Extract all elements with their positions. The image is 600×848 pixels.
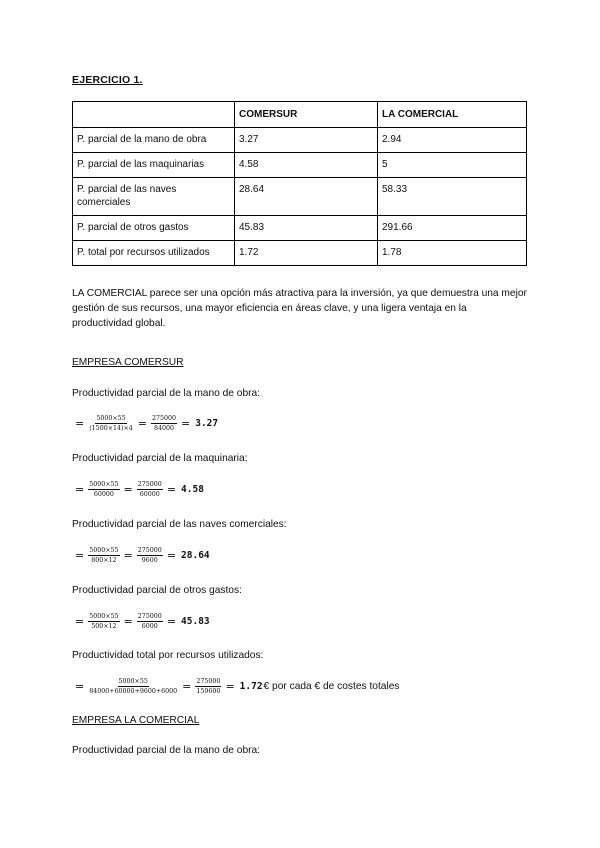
calc-result: 4.58: [181, 484, 204, 495]
table-cell: 2.94: [378, 128, 527, 153]
calc-result: 1.72: [239, 681, 263, 692]
table-row: [73, 178, 527, 216]
fraction-denominator: 60000: [139, 491, 160, 498]
calc-equation: = $\frac{5000\times 55}{800\times 12}$ = $\frac{275000}{9600}$ = 28.64: [75, 547, 210, 564]
calc-label: Productividad parcial de la mano de obra:: [72, 388, 261, 399]
calc-equation: = $\frac{5000\times 55}{84000+60000+9600+6000}$ = $\frac{275000}{159600}$ = 1.72 € por cada € de costes totales: [75, 678, 400, 695]
calc-result-unit: € por cada € de costes totales: [263, 681, 400, 692]
table-cell: 45.83: [235, 216, 378, 241]
table-cell: P. parcial de otros gastos: [73, 216, 235, 241]
table-header-row: [73, 102, 527, 128]
table-row: [73, 241, 527, 266]
fraction-numerator: 5000×55: [89, 613, 119, 620]
conclusion-paragraph: LA COMERCIAL parece ser una opción más atractiva para la inversión, ya que demuestra una mejor gestión de sus recursos, una mayor eficiencia en áreas clave, y una ligera ventaja en la productividad global.: [72, 288, 527, 329]
table-cell: 3.27: [235, 128, 378, 153]
calc-label: Productividad parcial de las naves comerciales:: [72, 519, 287, 530]
fraction-denominator: 84000+60000+9600+6000: [89, 688, 178, 695]
fraction-denominator: 800×12: [91, 557, 117, 564]
table-row: [73, 128, 527, 153]
table-cell: 291.66: [378, 216, 527, 241]
calc-result: 28.64: [181, 550, 210, 561]
fraction-denominator: 500×12: [91, 623, 117, 630]
calc-result: 45.83: [181, 616, 210, 627]
fraction-numerator: 5000×55: [96, 415, 126, 422]
table-cell: 4.58: [235, 153, 378, 178]
exercise-heading: EJERCICIO 1.: [72, 74, 143, 86]
table-cell: P. parcial de las maquinarias: [73, 153, 235, 178]
calc-equation: = $\frac{5000\times 55}{(1500\times 14)\times 4}$ = $\frac{275000}{84000}$ = 3.27: [75, 415, 219, 432]
fraction-numerator: 5000×55: [89, 481, 119, 488]
fraction-numerator: 5000×55: [118, 678, 148, 685]
calc-equation: = $\frac{5000\times 55}{60000}$ = $\frac{275000}{60000}$ = 4.58: [75, 481, 204, 498]
calc-label: Productividad parcial de otros gastos:: [72, 585, 242, 596]
table-cell: P. parcial de las naves comerciales: [73, 178, 235, 216]
section-heading-la-comercial: EMPRESA LA COMERCIAL: [72, 715, 200, 726]
calc-result: 3.27: [195, 418, 219, 429]
table-cell: 1.78: [378, 241, 527, 266]
calc-label: Productividad parcial de la mano de obra:: [72, 745, 261, 756]
table-header-cell: COMERSUR: [235, 102, 378, 128]
table-header-cell: LA COMERCIAL: [378, 102, 527, 128]
fraction-numerator: 275000: [137, 547, 162, 554]
table-row: [73, 153, 527, 178]
productivity-table: [72, 101, 527, 266]
fraction-numerator: 275000: [151, 415, 176, 422]
calc-label: Productividad parcial de la maquinaria:: [72, 453, 248, 464]
table-cell: 5: [378, 153, 527, 178]
table-cell: P. parcial de la mano de obra: [73, 128, 235, 153]
fraction-numerator: 275000: [137, 481, 162, 488]
table-cell: P. total por recursos utilizados: [73, 241, 235, 266]
fraction-denominator: 9600: [141, 557, 158, 564]
table-cell: 28.64: [235, 178, 378, 216]
fraction-denominator: 6000: [141, 623, 158, 630]
fraction-numerator: 275000: [137, 613, 162, 620]
calc-label: Productividad total por recursos utilizados:: [72, 650, 264, 661]
fraction-denominator: 84000: [153, 425, 174, 432]
calc-equation: = $\frac{5000\times 55}{500\times 12}$ = $\frac{275000}{6000}$ = 45.83: [75, 613, 210, 630]
fraction-numerator: 5000×55: [89, 547, 119, 554]
table-header-cell: [73, 102, 235, 128]
fraction-denominator: 60000: [93, 491, 114, 498]
table-row: [73, 216, 527, 241]
fraction-numerator: 275000: [196, 678, 221, 685]
table-cell: 58.33: [378, 178, 527, 216]
table-cell: 1.72: [235, 241, 378, 266]
section-heading-comersur: EMPRESA COMERSUR: [72, 357, 184, 368]
fraction-denominator: 159600: [196, 688, 221, 695]
fraction-denominator: (1500×14)×4: [89, 425, 133, 432]
